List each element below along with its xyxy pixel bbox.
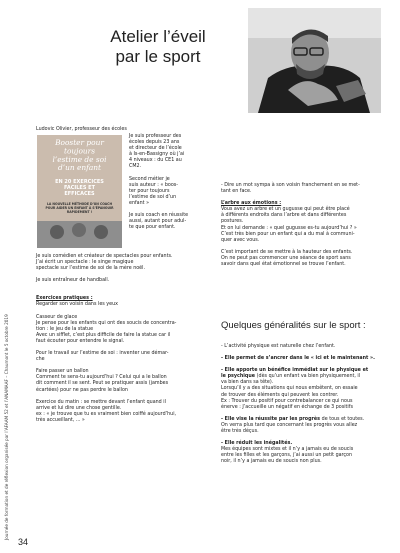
text-line: spectacle sur l’estime de soi de la mère noël. [36, 266, 145, 272]
text-line: Exercices pratiques : [36, 296, 93, 302]
text-line: de trouver des éléments qui peuvent les contrer. [221, 392, 339, 398]
section-heading: Quelques généralités sur le sport : [221, 320, 366, 331]
margin-caption [4, 130, 14, 540]
text-line: L’arbre aux émotions : [221, 201, 282, 207]
text-line: ex : « je trouve que tu es vraiment bien coiffé aujourd’hui, [36, 411, 177, 417]
text-line: quer avec vous. [221, 237, 260, 243]
text-line: C’est très bien pour un enfant qui a du mal à communi- [221, 231, 355, 237]
text-line: et directeur de l’école [129, 146, 182, 152]
book-text-line: LA NOUVELLE MÉTHODE D’UN COACH [46, 202, 113, 206]
text-line: Je suis entraîneur de handball. [36, 278, 110, 284]
text-line: arrive et lui dire une chose gentille. [36, 405, 122, 411]
text-line: aussi, autant pour adul- [129, 219, 187, 225]
intro-text [129, 134, 219, 231]
text-line: suis auteur : « boos- [129, 182, 178, 188]
page-number: 34 [18, 537, 29, 547]
book-text-line: Booster pour [55, 138, 104, 147]
text-line: savoir dans quel état émotionnel se trouve l’enfant. [221, 262, 346, 268]
text-line: che [36, 357, 45, 363]
text-line: On verra plus tard que concernant les progrès vous allez [221, 422, 358, 428]
book-text-line: d’un enfant [58, 163, 101, 173]
text-line: ter pour toujours [129, 188, 170, 194]
text-line: Je suis professeur des [129, 134, 182, 139]
text-line: noir, il n’y a jamais eu de soucis non plus. [221, 459, 322, 465]
text-line: faut écouter pour entendre le signal. [36, 338, 125, 344]
text-line: Exercice du matin : se mettre devant l’enfant quand il [36, 399, 166, 405]
text-line: Je pense pour les enfants qui ont des soucis de concentra- [36, 320, 177, 326]
text-line: entre les filles et les garçons, j’ai aussi un petit garçon [221, 453, 353, 459]
text-line: Ex : Trouver du positif pour contrebalancer ce qui nous [221, 398, 353, 404]
text-line: énerve : J’accueille un négatif en échange de 3 positifs [221, 404, 353, 410]
general-points [221, 344, 389, 466]
text-line: tion : le jeu de la statue [36, 326, 94, 332]
margin-caption-text: Journée de formation et de réflexion organisée par l’AFAAM 52 et l’ANAMAAF – Chaumont le 5 octobre 2019 [4, 314, 9, 540]
text-line: - Elle apporte un bénéfice immédiat sur le physique et [221, 368, 369, 374]
book-text-line: EFFICACES [64, 191, 95, 197]
text-line: Vous avez un arbre et un gugusse qui peut être placé [221, 207, 350, 213]
text-line: Pour le travail sur l’estime de soi : inventer une démar- [36, 351, 169, 357]
text-line: Casseur de glace [36, 314, 78, 320]
page-title: Atelier l’éveil par le sport [110, 27, 206, 66]
text-line: Je suis comédien et créateur de spectacles pour enfants. [36, 254, 173, 259]
book-text-line: toujours [63, 146, 96, 156]
text-line: - Dire un mot sympa à son voisin franchement en se met- [221, 183, 360, 188]
text-line: 4 niveaux : du CE1 au [129, 158, 182, 164]
text-line: - Elle vise la réussite par les progrès de tous et toutes. [221, 416, 365, 422]
text-line: le psychique (dès qu’un enfant va bien physiquement, il [221, 374, 361, 380]
text-line: C’est important de se mettre à la hauteur des enfants. [221, 249, 353, 255]
text-line: Et on lui demande : « quel gugusse es-tu aujourd’hui ? » [221, 225, 357, 231]
text-line: très accueillant, ... » [36, 417, 85, 423]
text-line: à différents endroits dans l’arbre et dans différentes [221, 213, 347, 219]
book-text-line: RAPIDEMENT ! [66, 210, 93, 214]
book-cover [37, 135, 122, 248]
text-line: Lorsqu’il y a des situations qui nous embêtent, on essaie [221, 386, 358, 392]
left-column [36, 254, 216, 424]
book-text-line: POUR AIDER UN ENFANT À S’ÉPANOUIR [45, 206, 114, 210]
text-line: Je suis coach en réussite [129, 213, 189, 219]
author-caption: Ludovic Olivier, professeur des écoles [36, 127, 127, 132]
text-line: à Is-en-Bassigny où j’ai [129, 152, 185, 158]
book-text-line: EN 20 EXERCICES [55, 179, 104, 185]
text-line: - L’activité physique est naturelle chez l’enfant. [221, 344, 336, 349]
book-text-line: l’estime de soi [52, 154, 107, 164]
text-line: tant en face. [221, 189, 252, 195]
text-line: dit comment il se sent. Peut se pratiquer assis (jambes [36, 381, 169, 387]
book-text-line: FACILES ET [63, 185, 96, 191]
text-line: Mes équipes sont mixtes et il n’y a jamais eu de soucis [221, 447, 354, 453]
text-line: te que pour enfant. [129, 225, 176, 231]
speaker-photo [248, 8, 381, 113]
right-column [221, 183, 389, 268]
text-line: Comment te sens-tu aujourd’hui ? Celui qui a le ballon [36, 375, 167, 381]
text-line: On ne peut pas commencer une séance de sport sans [221, 255, 351, 261]
text-line: enfant » [129, 200, 150, 206]
text-line: J’ai écrit un spectacle : le singe magique [36, 260, 134, 266]
text-line: l’estime de soi d’un [129, 194, 177, 200]
text-line: - Elle permet de s’ancrer dans le « ici et le maintenant ». [221, 356, 375, 362]
book-title [52, 138, 106, 172]
text-line: être très déçus. [221, 429, 259, 435]
text-line: - Elle réduit les inégalités. [221, 441, 293, 447]
text-line: Faire passer un ballon [36, 369, 89, 375]
text-line: Second métier je [129, 176, 170, 182]
text-line: écartées) pour ne pas perdre le ballon [36, 387, 128, 393]
text-line: va bien dans sa tête). [221, 380, 274, 386]
text-line: Regarder son voisin dans les yeux [36, 302, 118, 308]
text-line: Avec un sifflet, c’est plus difficile de faire la statue car il [36, 332, 171, 338]
text-line: écoles depuis 23 ans [129, 140, 180, 146]
text-line: postures. [221, 219, 244, 225]
text-line: CM2. [129, 164, 142, 170]
